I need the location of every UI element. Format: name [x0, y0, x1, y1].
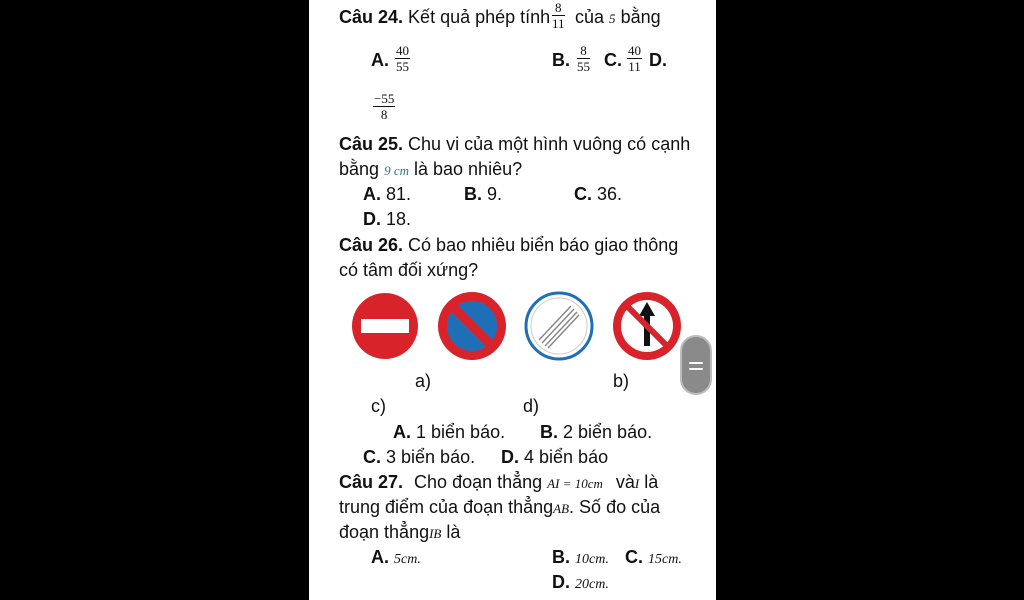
q26-opt-d: [501, 446, 608, 468]
q24-line-end: [575, 6, 661, 30]
q27-line1: [339, 471, 658, 495]
q26-opt-c-label: C.: [363, 447, 381, 467]
q27-line2: [339, 496, 660, 520]
q27-opt-d-label: D.: [552, 572, 570, 592]
q26-opt-d-text: 4 biển báo: [524, 447, 609, 467]
q25-opt-d-text: 18.: [386, 209, 412, 229]
q27-seg2: AB: [553, 501, 570, 516]
q26-line1: [339, 234, 678, 256]
q24-text2: của: [575, 7, 605, 27]
q27-text2a: trung điểm của đoạn thẳng: [339, 497, 554, 517]
q24-opt-b-den: 55: [577, 59, 590, 74]
q25-text1: Chu vi của một hình vuông có cạnh: [408, 134, 691, 154]
q27-opt-b: [552, 546, 609, 571]
q27-opt-b-label: B.: [552, 547, 570, 567]
q27-text1a: Cho đoạn thẳng: [414, 472, 543, 492]
q24-opt-c-num: 40: [628, 43, 641, 58]
q24-opt-a-frac: [395, 43, 410, 74]
q24-label: Câu 24.: [339, 7, 404, 27]
q26-opt-b-text: 2 biển báo.: [563, 422, 653, 442]
q24-opt-b-label: B.: [552, 50, 570, 70]
q25-line1: [339, 133, 690, 155]
q26-label: Câu 26.: [339, 235, 404, 255]
q26-line2: có tâm đối xứng?: [339, 260, 479, 280]
q27-point: I: [634, 476, 640, 491]
q26-opt-c: [363, 446, 475, 468]
handle-line-icon: [689, 362, 703, 364]
q25-opt-a: [363, 183, 411, 205]
no-straight-ahead-sign-icon: [611, 290, 683, 362]
q25-text2a: bằng: [339, 159, 380, 179]
document-page: [309, 0, 716, 600]
q24-opt-b-num: 8: [577, 43, 590, 59]
q24-opt-d-label: D.: [649, 50, 667, 70]
q27-opt-a: [371, 546, 421, 571]
scroll-drag-handle[interactable]: [680, 335, 712, 395]
q26-opt-a-text: 1 biển báo.: [416, 422, 506, 442]
q26-opt-b: [540, 421, 652, 443]
q27-opt-d-text: 20cm.: [575, 577, 609, 592]
q25-opt-c: [574, 183, 622, 205]
q27-text3b: là: [446, 522, 461, 542]
q24-opt-a-label: A.: [371, 50, 389, 70]
q24-frac-num: 8: [552, 0, 565, 16]
q27-seg3: IB: [429, 526, 442, 541]
q27-opt-a-text: 5cm.: [394, 552, 421, 567]
q24-line: [339, 6, 550, 28]
no-entry-sign-icon: [349, 290, 421, 362]
q24-text3: bằng: [620, 7, 661, 27]
q27-opt-d: [552, 571, 609, 596]
end-of-restrictions-sign-icon: [523, 290, 595, 362]
handle-line-icon: [689, 368, 703, 370]
q24-opt-c-den: 11: [628, 59, 641, 74]
q27-text3a: đoạn thẳng: [339, 522, 430, 542]
q24-opt-b-frac: [577, 43, 590, 74]
q25-opt-b-text: 9.: [487, 184, 503, 204]
q25-opt-d: [363, 208, 411, 230]
q24-opt-d-num: −55: [374, 91, 395, 106]
q24-opt-c-label: C.: [604, 50, 622, 70]
q25-text2b: là bao nhiêu?: [414, 159, 523, 179]
q24-fraction: [552, 0, 565, 31]
q25-label: Câu 25.: [339, 134, 404, 154]
q26-opt-c-text: 3 biển báo.: [386, 447, 476, 467]
q27-text1b: và: [615, 472, 635, 492]
q24-text: Kết quả phép tính: [408, 7, 551, 27]
q24-opt-a-num: 40: [396, 43, 409, 58]
q24-value: 5: [609, 11, 616, 26]
no-parking-sign-icon: [436, 290, 508, 362]
q27-opt-b-text: 10cm.: [575, 552, 609, 567]
sign-label-c: c): [371, 396, 386, 416]
q27-label: Câu 27.: [339, 472, 404, 492]
q25-opt-b-label: B.: [464, 184, 482, 204]
sign-label-b: b): [613, 371, 630, 391]
q26-opt-b-label: B.: [540, 422, 558, 442]
q24-opt-a-den: 55: [396, 59, 409, 74]
sign-label-d: d): [523, 396, 540, 416]
q24-opt-c-frac: [627, 43, 642, 74]
q26-opt-d-label: D.: [501, 447, 519, 467]
q27-opt-c-label: C.: [625, 547, 643, 567]
q27-opt-c-text: 15cm.: [648, 552, 682, 567]
q25-opt-b: [464, 183, 502, 205]
q27-opt-c: [625, 546, 682, 571]
q27-seg1: AI = 10cm: [547, 476, 603, 491]
q25-line2: [339, 158, 522, 182]
q27-opt-a-label: A.: [371, 547, 389, 567]
q26-text1: Có bao nhiêu biển báo giao thông: [408, 235, 679, 255]
q24-opt-d-frac: [373, 91, 395, 122]
q25-opt-a-text: 81.: [386, 184, 412, 204]
q26-opt-a-label: A.: [393, 422, 411, 442]
q25-opt-a-label: A.: [363, 184, 381, 204]
q24-opt-d-den: 8: [380, 107, 388, 122]
q25-opt-c-label: C.: [574, 184, 592, 204]
q25-opt-c-text: 36.: [597, 184, 623, 204]
q25-measure: 9 cm: [384, 163, 409, 178]
q27-line3: [339, 521, 460, 545]
q26-opt-a: [393, 421, 505, 443]
q27-text1c: là: [644, 472, 659, 492]
q25-opt-d-label: D.: [363, 209, 381, 229]
q24-frac-den: 11: [552, 16, 565, 31]
sign-label-a: a): [415, 371, 432, 391]
q27-text2b: . Số đo của: [569, 497, 661, 517]
